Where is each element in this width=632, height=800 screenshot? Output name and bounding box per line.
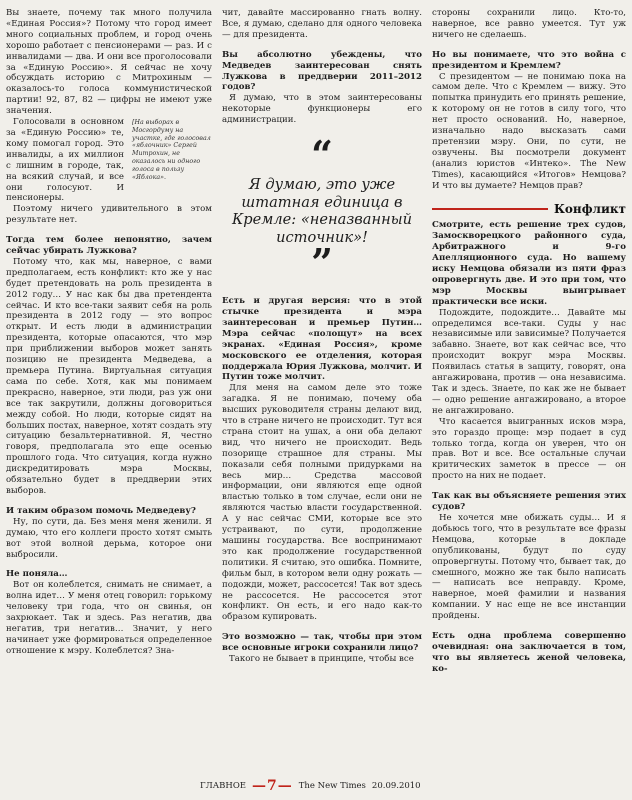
question: Есть одна проблема совершенно очевидная: она заключается в том, что вы являетесь женой человека, ко- — [432, 631, 626, 674]
question: Тогда тем более непонятно, зачем сейчас убирать Лужкова? — [6, 235, 212, 257]
page-number: —7— — [252, 778, 293, 794]
question: Это возможно — так, чтобы при этом все основные игроки сохранили лицо? — [222, 632, 422, 654]
paragraph: стороны сохранили лицо. Кто-то, наверное, все равно умеется. Тут уж ничего не сделаешь. — [432, 8, 626, 40]
paragraph: Подождите, подождите… Давайте мы определимся все-таки. Суды у нас независимые или зависимые? Получается забавно. Знаете, вот как сейчас все, что происходит вокруг мэра Москвы. Появилась статья в защиту, говорят, она ангажирована, против — она независима. Так и здесь. Знаете, по как же не бывает — одно решение ангажировано, а второе не ангажировано. — [432, 307, 626, 416]
pull-quote — [226, 132, 418, 286]
question: Есть и другая версия: что в этой стычке президента и мэра заинтересован и премьер Путин… Мэра сейчас «полощут» на всех экранах. «Единая Россия», кроме московского ее отделения, которая поддержала Юрия Лужкова, молчит. И Путин тоже молчит. — [222, 296, 422, 383]
paragraph: Вот он колеблется, снимать не снимает, а волна идет… У меня отец говорил: горькому человеку три года, что он свинья, он захрюкает. Так и здесь. Раз негатив, два негатив, три негатив… Значит, у него начинает уже формироваться определенное отношение к мэру. Колеблется? Зна- — [6, 580, 212, 656]
open-quote-mark: “ — [311, 132, 333, 178]
paragraph: С президентом — не понимаю пока на самом деле. Что с Кремлем — вижу. Это попытка принудить его принять решение, к которому он не готов в силу того, что нет просто оснований. Но, наверное, изначально надо высказать сами претензии мэру. Они, по сути, не озвучены. Вы посмотрели документ (анализ юристов «Интеко». The New Times), касающийся «Итогов» Немцова? И что вы думаете? Немцов прав? — [432, 71, 626, 191]
footer-date: 20.09.2010 — [371, 781, 421, 791]
paragraph: Такого не бывает в принципе, чтобы все — [229, 654, 414, 665]
question: Вы абсолютно убеждены, что Медведев заинтересован снять Лужкова в преддверии 2011–2012 годов? — [222, 49, 422, 93]
paragraph: Что касается выигранных исков мэра, это гораздо проще: мэр подает в суд только тогда, когда он уверен, что он прав. Вот и все. Все остальные случаи критических заметок в прессе — он просто на них не подает. — [432, 416, 626, 482]
question: Не поняла… — [6, 569, 68, 580]
section-rule — [432, 208, 548, 210]
section-label: Конфликт — [554, 201, 626, 216]
question: Смотрите, есть решение трех судов, Замоскворецкого районного суда, Арбитражного и 9-го Апелляционного суда. Но вашему иску Немцова обязали из пяти фраз опровергнуть две. И это при том, что мэр Москвы выигрывает практически все иски. — [432, 220, 626, 307]
close-quote-mark: ” — [311, 240, 333, 286]
section-heading — [432, 201, 626, 216]
page-footer — [200, 778, 421, 794]
paragraph: Голосовали в основном за «Единую Россию» те, кому помогал город. Это инвалиды, а их миллион с лишним в городе, так, на всякий случай, и все они голосуют. И пенсионеры. — [6, 117, 124, 204]
question: Так как вы объясняете решения этих судов? — [432, 491, 626, 513]
paragraph: чит, давайте массированно гнать волну. Все, я думаю, сделано для одного человека — для президента. — [222, 8, 422, 40]
footer-magazine: The New Times — [298, 781, 366, 791]
paragraph: Не хочется мне обижать суды… И я добьюсь того, что в результате все фразы Немцова, которые в докладе опубликованы, будут по суду опровергнуты. Потому что, бывает так, до смешного, можно же так было написать — написать все неправду. Кроме, наверное, моей фамилии и названия компании. У нас еще не все инстанции пройдены. — [432, 512, 626, 622]
pull-quote-text: Я думаю, это уже штатная единица в Кремле: «неназванный источник»! — [231, 176, 412, 246]
column-1 — [6, 8, 212, 657]
footer-section: ГЛАВНОЕ — [200, 781, 246, 791]
paragraph: Я думаю, что в этом заинтересованы некоторые функционеры его администрации. — [222, 93, 422, 126]
question: Но вы понимаете, что это война с президентом и Кремлем? — [432, 49, 626, 71]
paragraph: Потому что, как мы, наверное, с вами предполагаем, есть конфликт: кто же у нас будет претендовать на роль президента в 2012 году… У нас как бы два претендента сейчас. И кто все-таки заявит себя на роль президента в 2012 году — это вопрос открыт. И есть люди в администрации президента, которые опасаются, что мэр при приближении выборов может занять позицию не президента Медведева, а премьера Путина. Виртуальная ситуация сама по себе. Хотя, как мы понимаем прекрасно, наверное, эти люди, раз уж они все так закрутили, должны договориться между собой. Но люди, которые сидят на больших постах, наверное, хотят создать эту ситуацию безальтернативной. Я, честно говоря, предполагала это еще осенью прошлого года. Что ситуация, когда нужно дискредитировать мэра Москвы, обязательно будет в преддверии этих выборов. — [6, 256, 212, 496]
paragraph: Ну, по сути, да. Без меня меня женили. Я думаю, что его коллеги просто хотят смыть вот этой волной дерьма, которое они выбросили. — [6, 516, 212, 560]
paragraph: Поэтому ничего удивительного в этом результате нет. — [6, 204, 212, 226]
column-2 — [222, 8, 422, 665]
question: И таким образом помочь Медведеву? — [6, 505, 196, 516]
paragraph-with-sidenote — [6, 117, 212, 204]
paragraph: Вы знаете, почему так много получила «Единая Россия»? Потому что город имеет много социальных проблем, и город очень хорошо работает с пенсионерами — раз. И с инвалидами — два. И они все проголосовали за «Единую Россию». Я сейчас не хочу обсуждать историю с Митрохиным — оказалось-то голоса коммунистической партии! 92, 87, 82 — цифры не имеют уже значения. — [6, 8, 212, 117]
column-3 — [432, 8, 626, 675]
paragraph: Для меня на самом деле это тоже загадка. Я не понимаю, почему оба высших руководителя страны делают вид, что в стране ничего не происходит. Тут вся страна стоит на ушах, а они оба делают вид, что ничего не происходит. Ведь позорище страшное для страны. Мы показали себя полными придурками на весь мир… Средства массовой информации, они являются еще одной властью только в том случае, если они не являются частью власти государственной. А у нас сейчас СМИ, которые все это устраивают, по сути, продолжение машины государства. Все воспринимают это как продолжение государственной политики. Я считаю, это ошибка. Помните, фильм был, в котором вели одну рожать — подожди, может, рассосется! Так вот здесь не рассосется. Не рассосется этот конфликт. Он есть, и его надо как-то образом купировать. — [222, 383, 422, 623]
sidenote: [На выборах в Мосгордуму на участке, где голосовал «яблочник» Сергей Митрохин, не оказалось ни одного голоса в пользу «Яблока». — [132, 119, 211, 181]
